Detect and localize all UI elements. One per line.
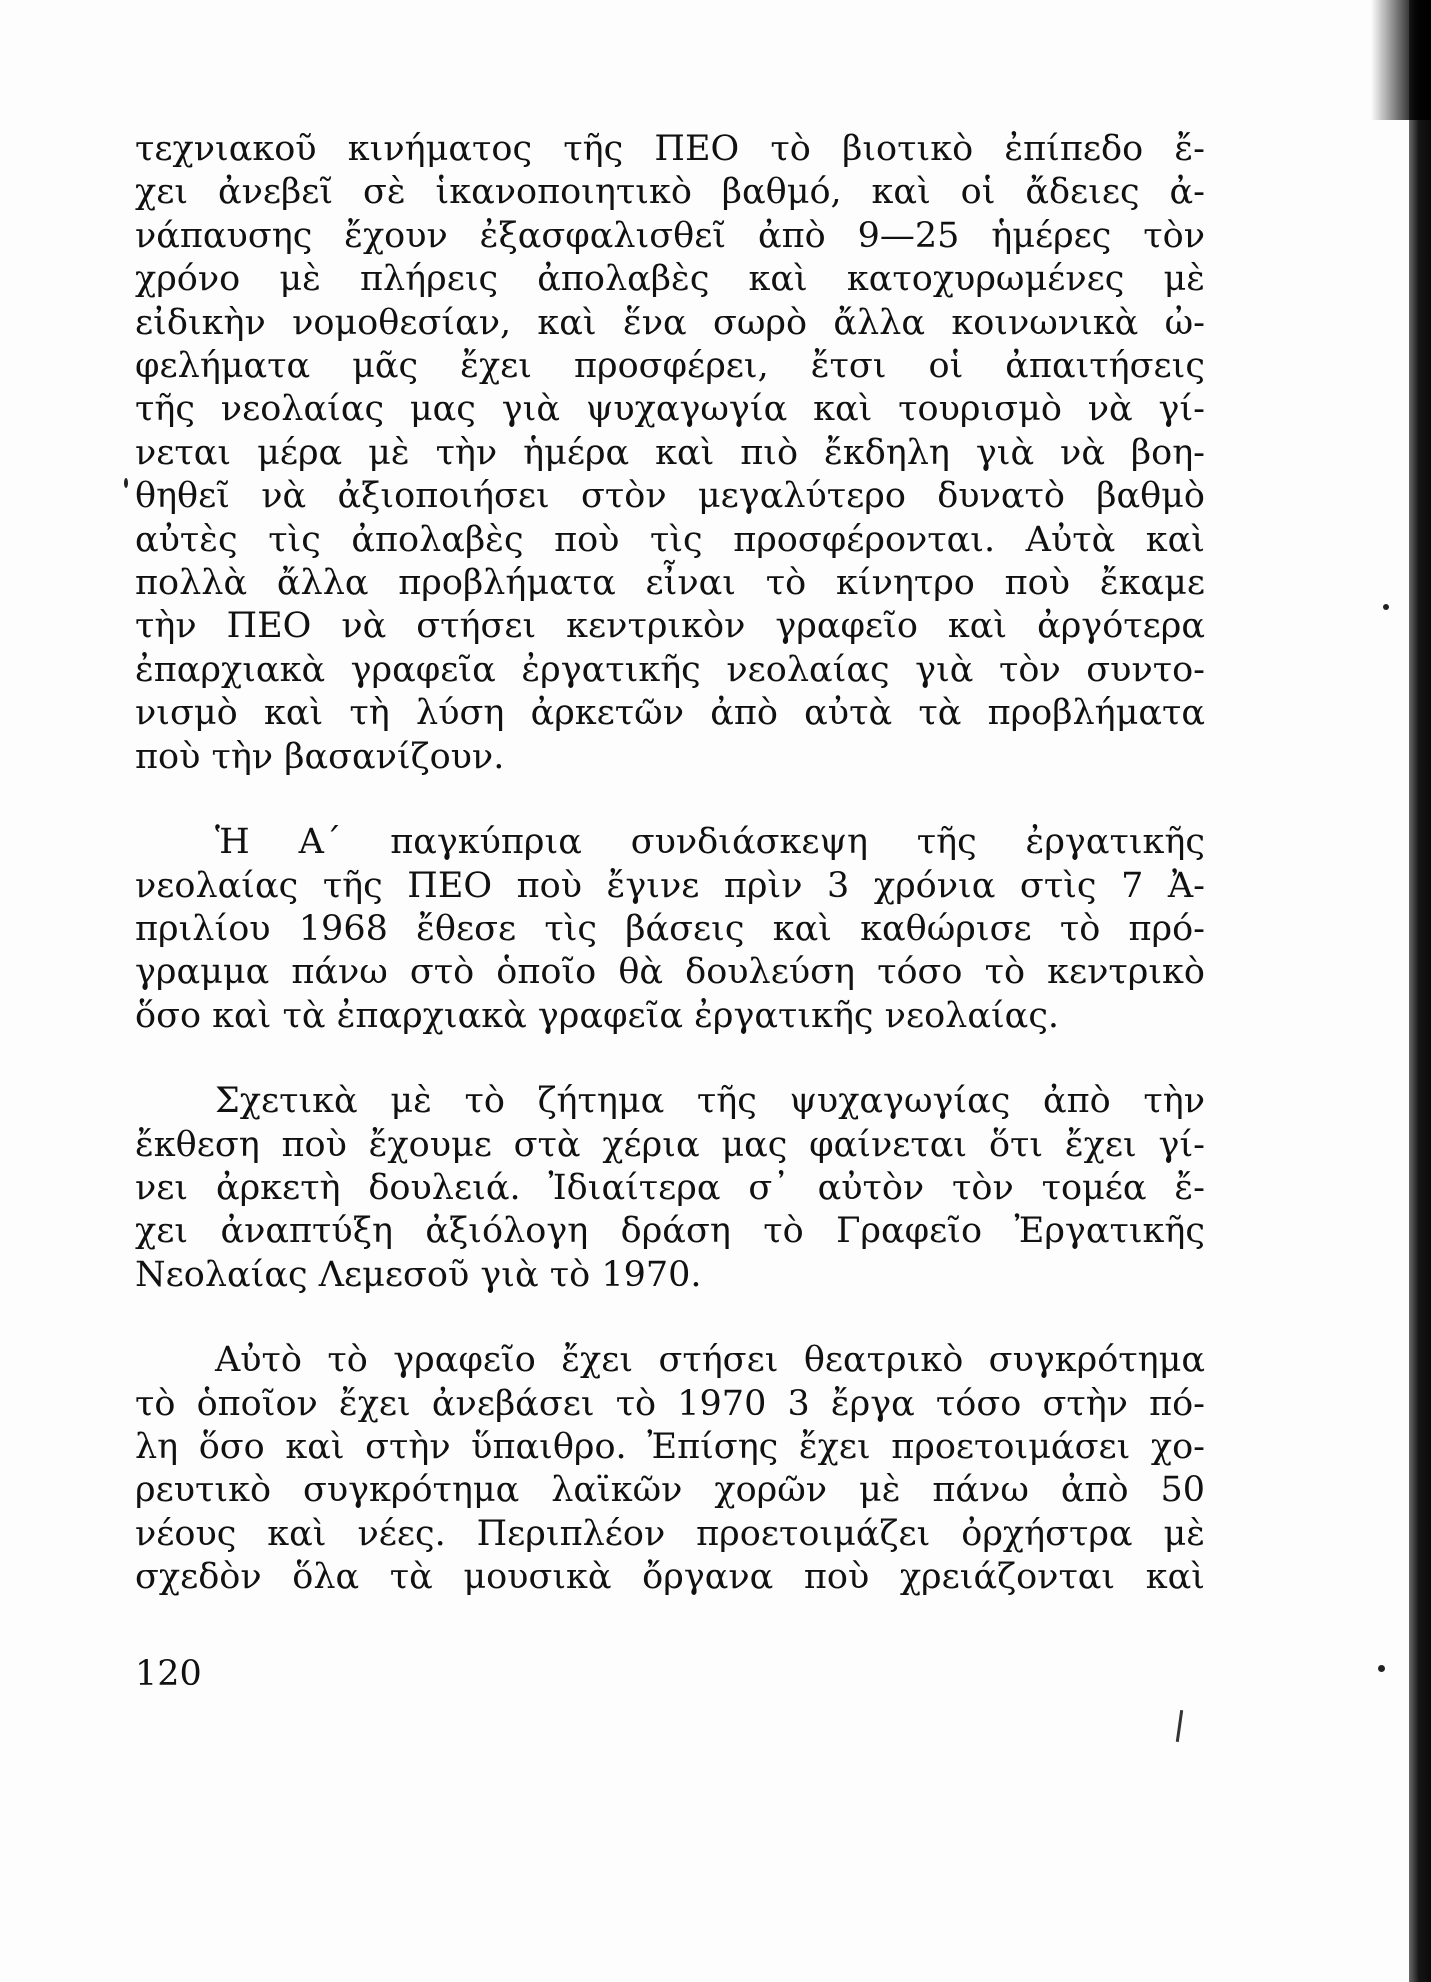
scan-speck xyxy=(1378,1665,1385,1672)
text-line: τεχνιακοῦ κινήματος τῆς ΠΕΟ τὸ βιοτικὸ ἐπίπεδο ἔ- xyxy=(135,129,1205,169)
text-line: νεται μέρα μὲ τὴν ἡμέρα καὶ πιὸ ἔκδηλη γιὰ νὰ βοη- xyxy=(135,432,1205,473)
page-number: 120 xyxy=(135,1654,202,1694)
text-line: Σχετικὰ μὲ τὸ ζήτημα τῆς ψυχαγωγίας ἀπὸ τὴν xyxy=(215,1081,1205,1122)
text-line: εἰδικὴν νομοθεσίαν, καὶ ἕνα σωρὸ ἄλλα κοινωνικὰ ὠ- xyxy=(135,302,1205,343)
paragraph-1 xyxy=(135,128,1205,779)
text-line: τῆς νεολαίας μας γιὰ ψυχαγωγία καὶ τουρισμὸ νὰ γί- xyxy=(135,389,1205,430)
page-edge-shadow xyxy=(1409,0,1431,1982)
text-line: ἐπαρχιακὰ γραφεῖα ἐργατικῆς νεολαίας γιὰ τὸν συντο- xyxy=(135,649,1205,690)
body-text xyxy=(135,128,1205,1600)
text-line: ρευτικὸ συγκρότημα λαϊκῶν χορῶν μὲ πάνω ἀπὸ 50 xyxy=(135,1470,1205,1511)
text-line: νει ἀρκετὴ δουλειά. Ἰδιαίτερα σ᾿ αὐτὸν τὸν τομέα ἔ- xyxy=(135,1167,1205,1208)
text-line: πολλὰ ἄλλα προβλήματα εἶναι τὸ κίνητρο ποὺ ἔκαμε xyxy=(135,563,1205,604)
scan-speck xyxy=(1383,604,1389,610)
text-line: ὅσο καὶ τὰ ἐπαρχιακὰ γραφεῖα ἐργατικῆς νεολαίας. xyxy=(135,995,1060,1036)
text-line: Αὐτὸ τὸ γραφεῖο ἔχει στήσει θεατρικὸ συγκρότημα xyxy=(215,1340,1205,1381)
text-line: χει ἀναπτύξη ἀξιόλογη δράση τὸ Γραφεῖο Ἐργατικῆς xyxy=(135,1211,1205,1252)
text-line: γραμμα πάνω στὸ ὁποῖο θὰ δουλεύση τόσο τὸ κεντρικὸ xyxy=(135,952,1205,993)
text-line: θηθεῖ νὰ ἀξιοποιήσει στὸν μεγαλύτερο δυνατὸ βαθμὸ xyxy=(135,476,1205,517)
text-line: φελήματα μᾶς ἔχει προσφέρει, ἔτσι οἱ ἀπαιτήσεις xyxy=(135,346,1205,387)
text-line: ἔκθεση ποὺ ἔχουμε στὰ χέρια μας φαίνεται ὅτι ἔχει γί- xyxy=(135,1124,1205,1165)
paragraph-4 xyxy=(135,1339,1205,1599)
text-line: αὐτὲς τὶς ἀπολαβὲς ποὺ τὶς προσφέρονται. Αὐτὰ καὶ xyxy=(135,519,1205,560)
text-line: πριλίου 1968 ἔθεσε τὶς βάσεις καὶ καθώρισε τὸ πρό- xyxy=(135,908,1205,949)
text-line: τὴν ΠΕΟ νὰ στήσει κεντρικὸν γραφεῖο καὶ ἀργότερα xyxy=(135,606,1205,647)
text-line: νέους καὶ νέες. Περιπλέον προετοιμάζει ὀρχήστρα μὲ xyxy=(135,1513,1205,1554)
scan-mark xyxy=(1176,1710,1183,1742)
text-line: Νεολαίας Λεμεσοῦ γιὰ τὸ 1970. xyxy=(135,1254,702,1295)
text-line: χρόνο μὲ πλήρεις ἀπολαβὲς καὶ κατοχυρωμένες μὲ xyxy=(135,259,1205,300)
text-line: νισμὸ καὶ τὴ λύση ἀρκετῶν ἀπὸ αὐτὰ τὰ προβλήματα xyxy=(135,693,1205,734)
paragraph-2 xyxy=(135,821,1205,1038)
text-line: χει ἀνεβεῖ σὲ ἱκανοποιητικὸ βαθμό, καὶ οἱ ἄδειες ἀ- xyxy=(135,172,1205,213)
text-line: νάπαυσης ἔχουν ἐξασφαλισθεῖ ἀπὸ 9—25 ἡμέρες τὸν xyxy=(135,215,1205,256)
paragraph-3 xyxy=(135,1080,1205,1297)
page-corner-shadow xyxy=(1371,0,1431,120)
text-line: σχεδὸν ὅλα τὰ μουσικὰ ὄργανα ποὺ χρειάζονται καὶ xyxy=(135,1557,1205,1598)
scan-speck xyxy=(124,478,128,488)
text-line: Ἡ Α΄ παγκύπρια συνδιάσκεψη τῆς ἐργατικῆς xyxy=(215,822,1205,863)
text-line: ποὺ τὴν βασανίζουν. xyxy=(135,736,505,777)
text-line: τὸ ὁποῖον ἔχει ἀνεβάσει τὸ 1970 3 ἔργα τόσο στὴν πό- xyxy=(135,1383,1205,1424)
text-line: λη ὅσο καὶ στὴν ὕπαιθρο. Ἐπίσης ἔχει προετοιμάσει χο- xyxy=(135,1426,1205,1467)
text-line: νεολαίας τῆς ΠΕΟ ποὺ ἔγινε πρὶν 3 χρόνια στὶς 7 Ἀ- xyxy=(135,865,1205,906)
